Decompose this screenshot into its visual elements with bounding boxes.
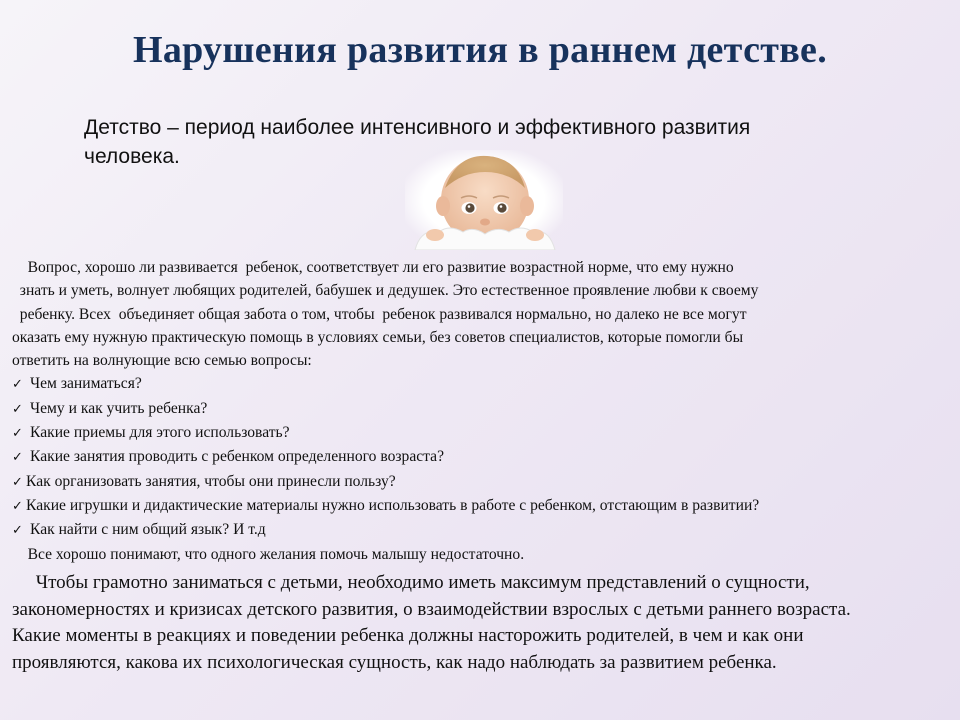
body-text [12, 256, 952, 566]
closing-line: Чтобы грамотно заниматься с детьми, необходимо иметь максимум представлений о сущности, [12, 572, 810, 593]
checkmark-icon: ✓ [12, 450, 23, 466]
baby-photo [405, 150, 563, 250]
checkmark-icon: ✓ [12, 498, 23, 514]
list-item: ✓ Чему и как учить ребенка? [12, 397, 952, 421]
slide-title: Нарушения развития в раннем детстве. [132, 29, 828, 71]
checkmark-icon: ✓ [12, 523, 23, 539]
paragraph-line: Вопрос, хорошо ли развивается ребенок, соответствует ли его развитие возрастной норме, что ему нужно [12, 259, 734, 276]
list-item: ✓ Какие занятия проводить с ребенком определенного возраста? [12, 445, 952, 469]
list-item: ✓ Какие приемы для этого использовать? [12, 421, 952, 445]
conclusion-line: Все хорошо понимают, что одного желания помочь малышу недостаточно. [12, 545, 525, 563]
intro-line: Детство – период наиболее интенсивного и эффективного развития [84, 116, 751, 139]
paragraph-line: знать и уметь, волнует любящих родителей, бабушек и дедушек. Это естественное проявление любви к своему [12, 282, 759, 300]
checkmark-icon: ✓ [12, 474, 23, 490]
checkmark-icon: ✓ [12, 401, 23, 417]
closing-line: проявляются, какова их психологическая сущность, как надо наблюдать за развитием ребенка. [12, 651, 777, 673]
checkmark-icon: ✓ [12, 377, 23, 393]
paragraph-line: ответить на волнующие всю семью вопросы: [12, 352, 312, 370]
list-item: ✓ Как найти с ним общий язык? И т.д [12, 518, 952, 542]
intro-line: человека. [84, 145, 180, 168]
paragraph-line: оказать ему нужную практическую помощь в условиях семьи, без советов специалистов, которые помогли бы [12, 328, 744, 346]
closing-line: Какие моменты в реакциях и поведении ребенка должны насторожить родителей, в чем и как они [12, 625, 804, 646]
closing-line: закономерностях и кризисах детского развития, о взаимодействии взрослых с детьми раннего возраста. [12, 598, 851, 620]
list-item: ✓ Чем заниматься? [12, 372, 952, 396]
paragraph-line: ребенку. Всех объединяет общая забота о том, чтобы ребенок развивался нормально, но далеко не все могут [12, 305, 747, 323]
questions-list [12, 372, 952, 542]
closing-text [12, 570, 957, 676]
checkmark-icon: ✓ [12, 426, 23, 442]
list-item: ✓ Как организовать занятия, чтобы они принесли пользу? [12, 470, 952, 494]
list-item: ✓ Какие игрушки и дидактические материалы нужно использовать в работе с ребенком, отстающим в развитии? [12, 494, 952, 518]
